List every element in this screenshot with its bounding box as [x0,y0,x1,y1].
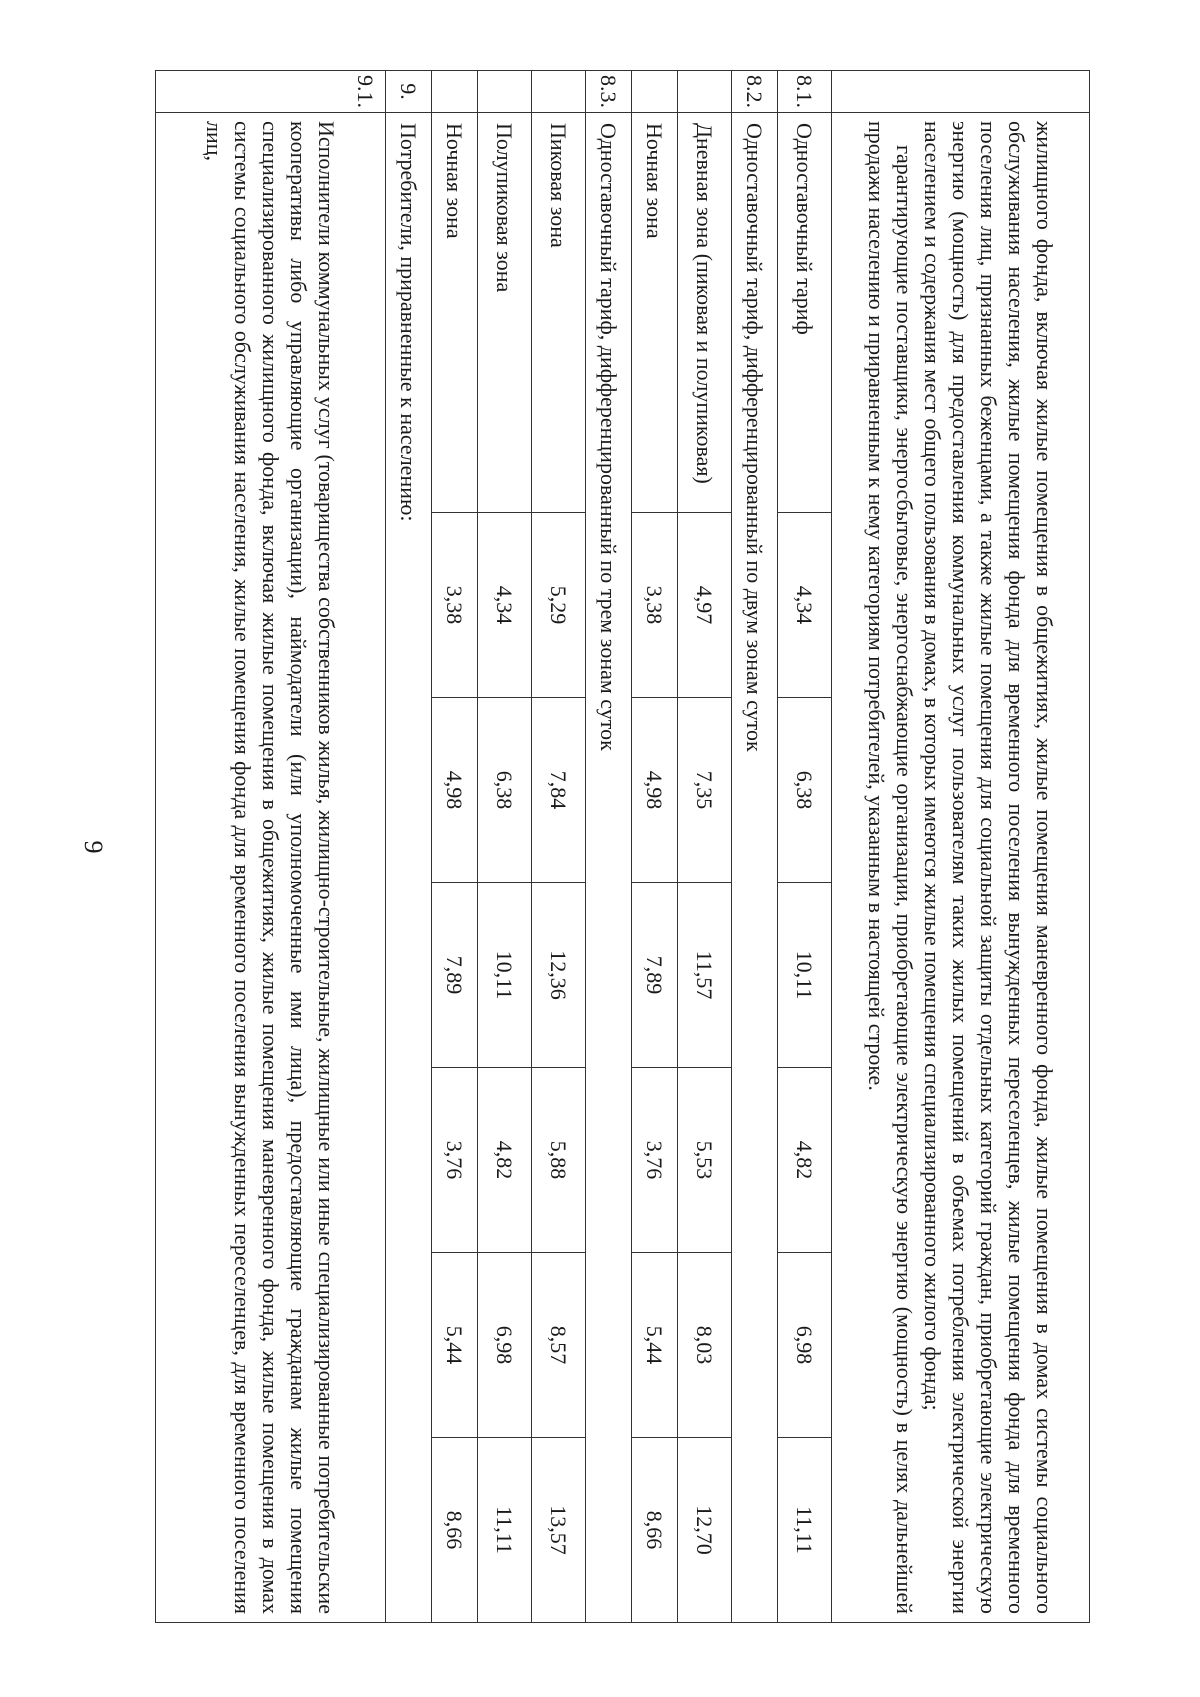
intro-paragraph-1: жилищного фонда, включая жилые помещения в общежитиях, жилые помещения маневренного фонда, жилые помещения в домах системы социального обслуживания населения, жилые помещения фонда для временного поселения вынужденных переселенцев, жилые помещения фонда для временного поселения лиц, признанных беженцами, а также жилые помещения для социальной защиты отдельных категорий граждан, приобретающие электрическую энергию (мощность) для предоставления коммунальных услуг пользователям таких жилых помещений в объемах потребления электрической энергии населением и содержания мест общего пользования в домах, в которых имеются жилые помещения специализированного жилого фонда; [920,121,1058,1614]
row-label: Ночная зона [632,113,678,513]
rotated-table-container [155,70,1090,1622]
row-number [678,71,732,113]
row-number: 8.3. [586,71,632,113]
row-number: 8.2. [732,71,778,113]
row-number [478,71,532,113]
tariff-value: 10,11 [778,883,832,1068]
tariff-value: 5,88 [532,1068,586,1253]
tariff-value: 3,38 [632,513,678,698]
tariff-value: 8,66 [632,1438,678,1623]
intro-row [832,71,1090,1623]
row-label: Дневная зона (пиковая и полупиковая) [678,113,732,513]
table-row [632,71,678,1623]
row-label: Пиковая зона [532,113,586,513]
tariff-value: 11,57 [678,883,732,1068]
tariff-value: 4,98 [432,698,478,883]
tariff-value: 5,44 [432,1253,478,1438]
tariff-value: 12,36 [532,883,586,1068]
row-number: 9.1. [156,71,386,113]
tariff-value: 11,11 [478,1438,532,1623]
tariff-value: 6,38 [478,698,532,883]
table-row [778,71,832,1623]
table-row [532,71,586,1623]
tariff-value: 13,57 [532,1438,586,1623]
row-label: Полупиковая зона [478,113,532,513]
tariff-value: 3,76 [432,1068,478,1253]
row-9-1-text: Исполнители коммунальных услуг (товарищества собственников жилья, жилищно-строительные, жилищные или иные специализированные потребительские кооперативы либо управляющие организации), наймодатели (или уполномоченные ими лица), предоставляющие гражданам жилые помещения специализированного жилищного фонда, включая жилые помещения в общежитиях, жилые помещения маневренного фонда, жилые помещения в домах системы социального обслуживания населения, жилые помещения фонда для временного поселения вынужденных переселенцев, для временного поселения лиц, [156,113,386,1623]
tariff-value: 7,35 [678,698,732,883]
section-title: Одноставочный тариф, дифференцированный по двум зонам суток [732,113,778,1623]
tariff-value: 4,82 [478,1068,532,1253]
section-title: Одноставочный тариф, дифференцированный по трем зонам суток [586,113,632,1623]
intro-text-cell [832,113,1090,1623]
tariff-value: 7,89 [432,883,478,1068]
tariff-value: 6,38 [778,698,832,883]
row-number [432,71,478,113]
table-row [432,71,478,1623]
tariff-value: 5,53 [678,1068,732,1253]
tariff-value: 3,76 [632,1068,678,1253]
tariff-value: 5,44 [632,1253,678,1438]
tariff-value: 12,70 [678,1438,732,1623]
row-label: Одноставочный тариф [778,113,832,513]
tariff-value: 8,66 [432,1438,478,1623]
table-row [678,71,732,1623]
tariff-table [155,70,1090,1623]
tariff-value: 10,11 [478,883,532,1068]
intro-paragraph-2: гарантирующие поставщики, энергосбытовые, энергоснабжающие организации, приобретающие электрическую энергию (мощность) в целях дальнейшей продажи населению и приравненным к нему категориям потребителей, указанным в настоящей строке. [864,121,918,1614]
row-number: 9. [386,71,432,113]
tariff-value: 8,03 [678,1253,732,1438]
tariff-value: 4,34 [778,513,832,698]
section-row [586,71,632,1623]
tariff-value: 3,38 [432,513,478,698]
section-row [386,71,432,1623]
tariff-value: 6,98 [478,1253,532,1438]
tariff-value: 11,11 [778,1438,832,1623]
tariff-value: 7,89 [632,883,678,1068]
tariff-value: 4,82 [778,1068,832,1253]
row-number: 8.1. [778,71,832,113]
tariff-value: 4,97 [678,513,732,698]
row-label: Ночная зона [432,113,478,513]
tariff-value: 8,57 [532,1253,586,1438]
section-title: Потребители, приравненные к населению: [386,113,432,1623]
section-row [732,71,778,1623]
row-9-1 [156,71,386,1623]
table-row [478,71,532,1623]
tariff-value: 7,84 [532,698,586,883]
tariff-value: 5,29 [532,513,586,698]
page-number: 9 [79,840,108,854]
tariff-value: 4,98 [632,698,678,883]
intro-num-cell [832,71,1090,113]
tariff-value: 6,98 [778,1253,832,1438]
row-number [532,71,586,113]
row-number [632,71,678,113]
tariff-value: 4,34 [478,513,532,698]
